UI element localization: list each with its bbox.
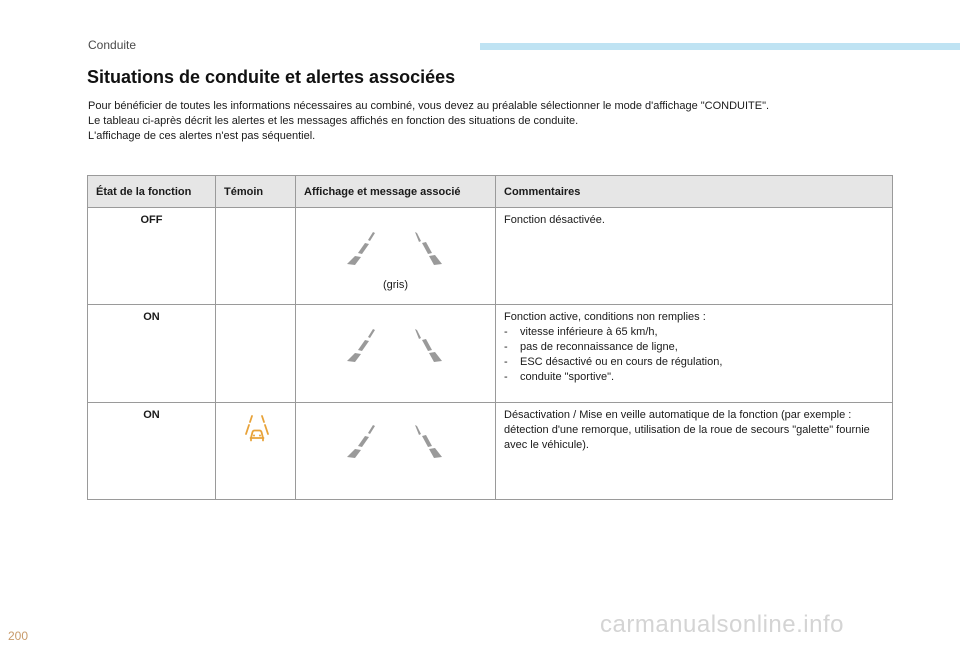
page-title: Situations de conduite et alertes associées	[87, 67, 456, 87]
display-cell	[296, 305, 496, 403]
intro-line-2: Le tableau ci-après décrit les alertes et les messages affichés en fonction des situations de conduite.	[88, 115, 579, 127]
lane-lines-icon	[346, 423, 444, 459]
table-row	[88, 403, 893, 500]
table-header-row	[88, 176, 893, 208]
temoin-cell	[216, 403, 296, 500]
lane-lines-icon	[346, 230, 444, 266]
temoin-cell	[216, 208, 296, 305]
comment-list	[504, 325, 884, 385]
section-label: Conduite	[88, 38, 137, 52]
page-number: 200	[8, 629, 29, 643]
table-row	[88, 208, 893, 305]
header-etat: État de la fonction	[88, 176, 216, 208]
list-item: - pas de reconnaissance de ligne,	[504, 340, 884, 355]
header-accent-bar	[480, 43, 960, 50]
alerts-table	[87, 175, 893, 500]
comment-cell: Désactivation / Mise en veille automatique de la fonction (par exemple : détection d'une remorque, utilisation de la roue de secours "galette" fournie avec le véhicule).	[496, 403, 893, 500]
header-temoin: Témoin	[216, 176, 296, 208]
display-caption: (gris)	[382, 279, 409, 291]
lane-departure-warning-icon	[242, 413, 272, 443]
comment-cell: Fonction désactivée.	[496, 208, 893, 305]
table-row	[88, 305, 893, 403]
display-cell	[296, 208, 496, 305]
intro-line-1: Pour bénéficier de toutes les informations nécessaires au combiné, vous devez au préalable sélectionner le mode d'affichage "CONDUITE".	[88, 100, 770, 112]
display-cell	[296, 403, 496, 500]
temoin-cell	[216, 305, 296, 403]
comment-cell	[496, 305, 893, 403]
intro-text	[88, 99, 888, 144]
header-affichage: Affichage et message associé	[296, 176, 496, 208]
list-item: - ESC désactivé ou en cours de régulation,	[504, 355, 884, 370]
header-commentaires: Commentaires	[496, 176, 893, 208]
intro-line-3: L'affichage de ces alertes n'est pas séquentiel.	[88, 130, 316, 142]
list-item: - vitesse inférieure à 65 km/h,	[504, 325, 884, 340]
state-cell: ON	[88, 305, 216, 403]
comment-intro: Fonction active, conditions non remplies :	[504, 311, 706, 323]
state-cell: OFF	[88, 208, 216, 305]
list-item: - conduite "sportive".	[504, 370, 884, 385]
lane-lines-icon	[346, 327, 444, 363]
state-cell: ON	[88, 403, 216, 500]
watermark: carmanualsonline.info	[600, 611, 844, 638]
